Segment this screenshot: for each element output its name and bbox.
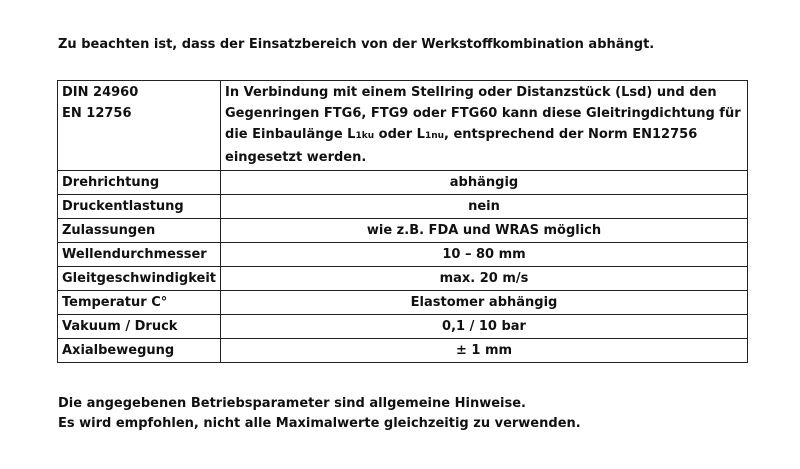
row-label: Zulassungen (58, 219, 221, 243)
description-text: , entsprechend der Norm EN12756 (444, 127, 698, 142)
footer-line: Die angegebenen Betriebsparameter sind allgemeine Hinweise. (58, 396, 526, 411)
row-value: wie z.B. FDA und WRAS möglich (221, 219, 748, 243)
row-label: Axialbewegung (58, 339, 221, 363)
norm-din: DIN 24960 (62, 85, 139, 100)
description-line (225, 124, 743, 147)
row-value: 0,1 / 10 bar (221, 315, 748, 339)
description-text: die Einbaulänge L (225, 127, 356, 142)
row-label: Vakuum / Druck (58, 315, 221, 339)
row-label: Druckentlastung (58, 195, 221, 219)
row-value: max. 20 m/s (221, 267, 748, 291)
table-row (58, 339, 748, 363)
table-row (58, 291, 748, 315)
row-label: Gleitgeschwindigkeit (58, 267, 221, 291)
intro-text: Zu beachten ist, dass der Einsatzbereich von der Werkstoffkombination abhängt. (58, 37, 655, 52)
row-value: nein (221, 195, 748, 219)
row-label: Drehrichtung (58, 171, 221, 195)
row-value: Elastomer abhängig (221, 291, 748, 315)
description-subscript: 1ku (355, 131, 375, 141)
table-row (58, 81, 748, 171)
specification-table (57, 80, 748, 363)
footer-notes (58, 394, 581, 434)
norm-en: EN 12756 (62, 106, 132, 121)
table-row (58, 267, 748, 291)
footer-line: Es wird empfohlen, nicht alle Maximalwerte gleichzeitig zu verwenden. (58, 416, 581, 431)
table-row (58, 195, 748, 219)
table-row (58, 243, 748, 267)
description-text: oder L (374, 127, 425, 142)
norm-cell (58, 81, 221, 171)
description-subscript: 1nu (424, 131, 445, 141)
table-row (58, 315, 748, 339)
row-value: 10 – 80 mm (221, 243, 748, 267)
row-value: abhängig (221, 171, 748, 195)
table-row (58, 219, 748, 243)
row-value: ± 1 mm (221, 339, 748, 363)
description-line: In Verbindung mit einem Stellring oder Distanzstück (Lsd) und den (225, 85, 717, 100)
description-line: Gegenringen FTG6, FTG9 oder FTG60 kann diese Gleitringdichtung für (225, 106, 741, 121)
description-line: eingesetzt werden. (225, 150, 367, 165)
row-label: Temperatur C° (58, 291, 221, 315)
description-cell (221, 81, 748, 171)
row-label: Wellendurchmesser (58, 243, 221, 267)
table-row (58, 171, 748, 195)
